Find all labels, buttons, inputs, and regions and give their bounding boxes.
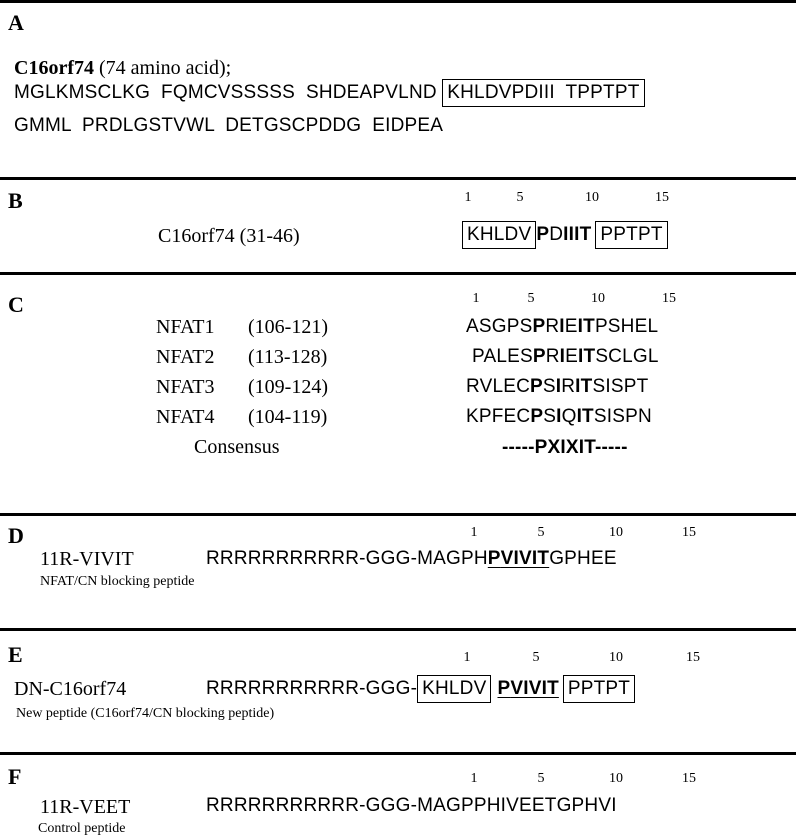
motif-vivit: VIVIT: [500, 548, 550, 569]
nfat-sequence: PALESPRIEITSCLGL: [472, 346, 659, 367]
motif-d: D: [549, 224, 564, 245]
consensus-sequence: -----PXIXIT-----: [502, 437, 628, 458]
box-pptpt: PPTPT: [595, 221, 667, 249]
motif-t: T: [579, 224, 592, 245]
nfat-range: (109-124): [248, 376, 328, 398]
divider-cd: [0, 513, 796, 516]
nfat-sequence: KPFECPSIQITSISPN: [466, 406, 652, 427]
nfat-name: NFAT2: [156, 346, 215, 368]
position-1: 1: [464, 190, 472, 205]
peptide-name: DN-C16orf74: [14, 678, 127, 700]
panel-label-b: B: [8, 188, 23, 213]
motif-p: P: [487, 548, 501, 569]
divider-de: [0, 628, 796, 631]
position-5: 5: [537, 525, 545, 540]
nfat-range: (104-119): [248, 406, 328, 428]
motif-iii: III: [563, 224, 580, 245]
nfat-sequence: RVLECPSIRITSISPT: [466, 376, 649, 397]
position-1: 1: [470, 771, 478, 786]
nfat-name: NFAT4: [156, 406, 215, 428]
protein-title: [14, 57, 231, 79]
nfat-sequence: ASGPSPRIEITPSHEL: [466, 316, 659, 337]
position-5: 5: [532, 650, 540, 665]
divider-ef: [0, 752, 796, 755]
position-10: 10: [609, 525, 623, 540]
panel-label-f: F: [8, 764, 22, 789]
motif-p: P: [497, 678, 511, 699]
peptide-subtitle: NFAT/CN blocking peptide: [40, 574, 195, 589]
motif-p: P: [536, 224, 550, 245]
divider-bc: [0, 272, 796, 275]
sequence-part-1: MGLKMSCLKG FQMCVSSSSS SHDEAPVLND: [14, 82, 443, 103]
peptide-name: C16orf74 (31-46): [158, 225, 300, 247]
panel-label-e: E: [8, 642, 23, 667]
divider-top: [0, 0, 796, 3]
panel-label-a: A: [8, 10, 24, 35]
sequence-prefix: RRRRRRRRRRR-GGG-MAGPH: [206, 548, 488, 569]
position-15: 15: [682, 771, 696, 786]
position-10: 10: [585, 190, 599, 205]
sequence-line-1: [14, 82, 645, 104]
nfat-range: (113-128): [248, 346, 328, 368]
sequence-prefix: RRRRRRRRRRR-GGG-: [206, 678, 418, 699]
protein-name: C16orf74: [14, 57, 94, 79]
position-15: 15: [655, 190, 669, 205]
protein-desc: (74 amino acid);: [93, 57, 232, 79]
peptide-name: 11R-VEET: [40, 796, 131, 818]
position-10: 10: [609, 771, 623, 786]
peptide-subtitle: Control peptide: [38, 821, 126, 836]
position-10: 10: [591, 291, 605, 306]
position-5: 5: [537, 771, 545, 786]
peptide-sequence: [206, 548, 617, 570]
position-1: 1: [463, 650, 471, 665]
position-15: 15: [662, 291, 676, 306]
consensus-label: Consensus: [194, 436, 280, 458]
position-10: 10: [609, 650, 623, 665]
panel-label-c: C: [8, 292, 24, 317]
sequence-suffix: GPHEE: [549, 548, 617, 569]
peptide-subtitle: New peptide (C16orf74/CN blocking peptide): [16, 706, 275, 721]
panel-label-d: D: [8, 523, 24, 548]
box-khldv: KHLDV: [462, 221, 536, 249]
position-5: 5: [527, 291, 535, 306]
position-15: 15: [686, 650, 700, 665]
motif-vivit: VIVIT: [510, 678, 559, 699]
peptide-sequence: [206, 678, 635, 700]
nfat-name: NFAT3: [156, 376, 215, 398]
position-1: 1: [472, 291, 480, 306]
divider-ab: [0, 177, 796, 180]
peptide-name: 11R-VIVIT: [40, 548, 134, 570]
nfat-name: NFAT1: [156, 316, 215, 338]
box-pptpt: PPTPT: [563, 675, 635, 703]
sequence-line-2: GMML PRDLGSTVWL DETGSCPDDG EIDPEA: [14, 115, 444, 136]
box-khldv: KHLDV: [417, 675, 491, 703]
position-5: 5: [516, 190, 524, 205]
position-15: 15: [682, 525, 696, 540]
nfat-range: (106-121): [248, 316, 328, 338]
position-1: 1: [470, 525, 478, 540]
sequence-boxed-region: KHLDVPDIII TPPTPT: [442, 79, 644, 107]
peptide-sequence: [462, 224, 668, 246]
peptide-sequence: RRRRRRRRRRR-GGG-MAGPPHIVEETGPHVI: [206, 795, 617, 816]
